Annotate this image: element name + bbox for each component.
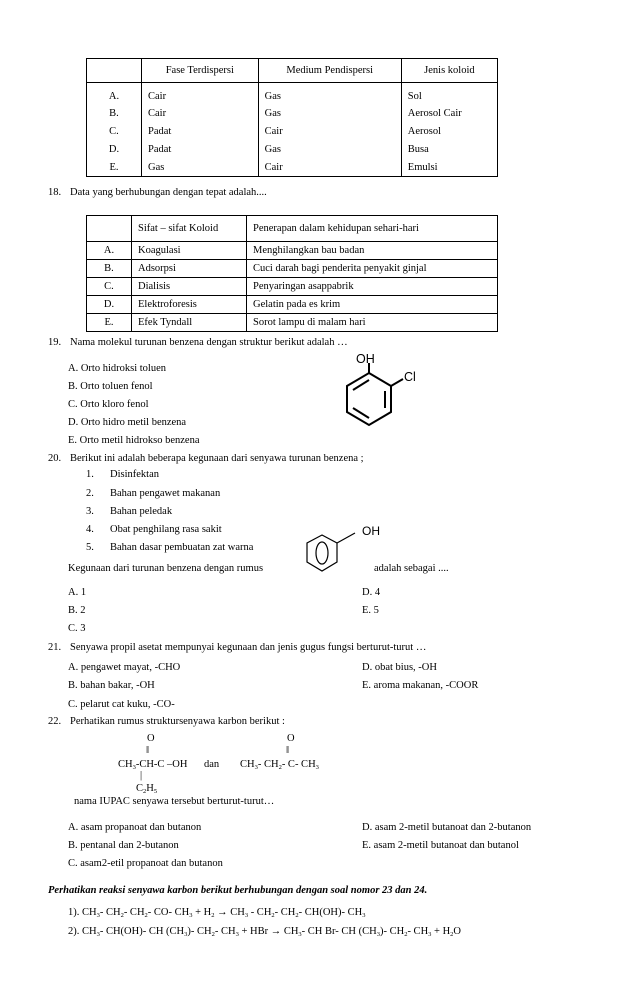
table-header-cell: Sifat – sifat Koloid <box>132 216 247 242</box>
double-bond: ‖ <box>146 744 150 756</box>
reaction-2: 2). $CH_3-$ CH(OH)- CH $(CH_3)-$ $CH_2-$ $CH_3$ + HBr → $CH_3-$ CH Br- CH $(CH_3)-$ $CH_2-$ $CH_3 + H_2O$ <box>68 926 462 938</box>
option-e: E. 5 <box>362 605 379 616</box>
table-row: D. Elektroforesis Gelatin pada es krim <box>87 296 498 314</box>
table-row: C. Dialisis Penyaringan asappabrik <box>87 278 498 296</box>
carbonyl-oxygen: O <box>287 733 295 744</box>
option-b: B. 2 <box>68 605 86 616</box>
list-number: 2. <box>86 488 94 499</box>
option-a: A. asam propanoat dan butanon <box>68 822 202 833</box>
question-number: 21. <box>48 642 62 653</box>
option-a: A. pengawet mayat, -CHO <box>68 662 181 673</box>
table-header-cell: Jenis koloid <box>401 59 497 83</box>
list-item: Bahan peledak <box>110 506 173 517</box>
question-number: 19. <box>48 337 62 348</box>
oh-group-label: OH <box>362 524 380 538</box>
table-row: D. Padat Gas Busa <box>87 141 498 159</box>
question-number: 18. <box>48 187 62 198</box>
option-d: D. asam 2-metil butanoat dan 2-butanon <box>362 822 532 833</box>
table-row: B. Cair Gas Aerosol Cair <box>87 105 498 123</box>
table-header-row <box>87 59 498 83</box>
question-text: Berikut ini adalah beberapa kegunaan dari senyawa turunan benzena ; <box>70 453 364 464</box>
conjunction-text: dan <box>204 759 220 770</box>
single-bond: | <box>140 770 143 781</box>
table-row: E. Gas Cair Emulsi <box>87 159 498 177</box>
option-d: D. Orto hidro metil benzena <box>68 417 187 428</box>
list-number: 4. <box>86 524 94 535</box>
option-b: B. bahan bakar, -OH <box>68 680 155 691</box>
question-text: Senyawa propil asetat mempunyai kegunaan dan jenis gugus fungsi berturut-turut … <box>70 642 427 653</box>
table-header-cell: Fase Terdispersi <box>142 59 259 83</box>
option-b: B. Orto toluen fenol <box>68 381 153 392</box>
question-number: 20. <box>48 453 62 464</box>
list-item: Obat penghilang rasa sakit <box>110 524 222 535</box>
phenol-structure <box>305 530 365 580</box>
option-c: C. Orto kloro fenol <box>68 399 149 410</box>
section-note: Perhatikan reaksi senyawa karbon berikut berhubungan dengan soal nomor 23 dan 24. <box>48 885 428 896</box>
option-e: E. asam 2-metil butanoat dan butanol <box>362 840 519 851</box>
list-number: 1. <box>86 469 94 480</box>
list-item: Disinfektan <box>110 469 159 480</box>
question-prompt-end: adalah sebagai .... <box>374 563 449 574</box>
colloid-property-table <box>86 215 498 332</box>
question-text: Nama molekul turunan benzena dengan struktur berikut adalah … <box>70 337 348 348</box>
table-row: C. Padat Cair Aerosol <box>87 123 498 141</box>
structural-formula-1: $CH_3-CH-C$ –OH <box>118 759 188 771</box>
colloid-phase-table <box>86 58 498 177</box>
table-row: A. Koagulasi Menghilangkan bau badan <box>87 242 498 260</box>
option-a: A. 1 <box>68 587 87 598</box>
carbonyl-oxygen: O <box>147 733 155 744</box>
cl-group-label: Cl <box>404 370 416 384</box>
list-number: 5. <box>86 542 94 553</box>
table-row: A. Cair Gas Sol <box>87 83 498 105</box>
table-header-row <box>87 216 498 242</box>
option-c: C. asam2-etil propanoat dan butanon <box>68 858 223 869</box>
list-number: 3. <box>86 506 94 517</box>
structural-formula-2: $CH_3-$ $CH_2-$ C- $CH_3$ <box>240 759 319 771</box>
list-item: Bahan pengawet makanan <box>110 488 221 499</box>
table-row: E. Efek Tyndall Sorot lampu di malam hari <box>87 314 498 332</box>
ethyl-substituent: $C_2H_5$ <box>136 783 158 795</box>
oh-group-label: OH <box>356 352 375 366</box>
option-a: A. Orto hidroksi toluen <box>68 363 166 374</box>
table-row: B. Adsorpsi Cuci darah bagi penderita penyakit ginjal <box>87 260 498 278</box>
question-text: Data yang berhubungan dengan tepat adalah.... <box>70 187 267 198</box>
option-d: D. obat bius, -OH <box>362 662 437 673</box>
option-e: E. aroma makanan, -COOR <box>362 680 479 691</box>
double-bond: ‖ <box>286 744 290 756</box>
question-number: 22. <box>48 716 62 727</box>
chlorophenol-structure <box>325 350 435 450</box>
option-e: E. Orto metil hidrokso benzena <box>68 435 200 446</box>
question-prompt: nama IUPAC senyawa tersebut berturut-turut… <box>74 796 275 807</box>
option-c: C. pelarut cat kuku, -CO- <box>68 699 175 710</box>
option-c: C. 3 <box>68 623 86 634</box>
option-d: D. 4 <box>362 587 381 598</box>
option-b: B. pentanal dan 2-butanon <box>68 840 179 851</box>
question-prompt: Kegunaan dari turunan benzena dengan rumus <box>68 563 264 574</box>
list-item: Bahan dasar pembuatan zat warna <box>110 542 254 553</box>
table-header-cell: Penerapan dalam kehidupan sehari-hari <box>247 216 498 242</box>
table-header-cell: Medium Pendispersi <box>258 59 401 83</box>
reaction-1: 1). $CH_3-$ $CH_2-$ $CH_2-$ CO- $CH_3 + H_2 \to CH_3 - CH_2-$ $CH_2-$ CH(OH)- $CH_3$ <box>68 907 366 919</box>
question-text: Perhatikan rumus struktursenyawa karbon berikut : <box>70 716 285 727</box>
